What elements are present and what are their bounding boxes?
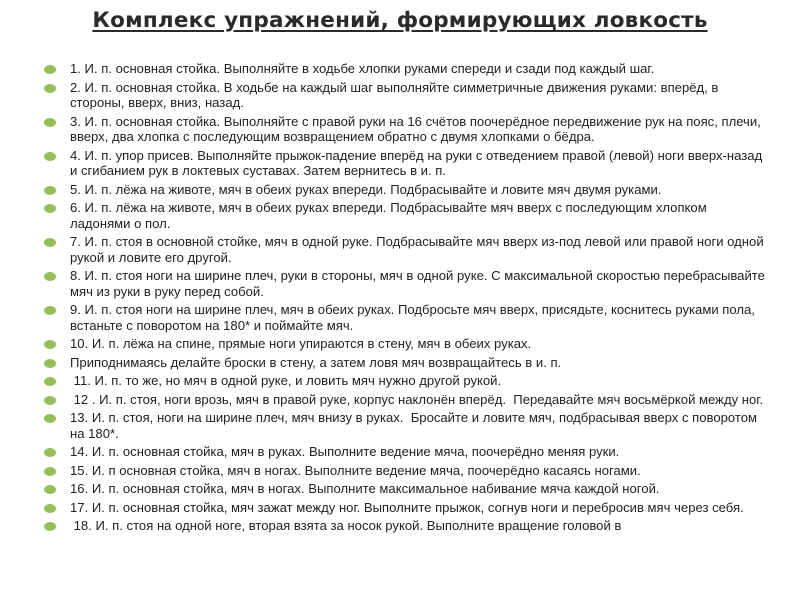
list-item-text: 3. И. п. основная стойка. Выполняйте с правой руки на 16 счётов поочерёдное передвижение рук на пояс, плечи, вверх, два хлопка с последующим возвращением обратно с двумя хлопками о бёдра. (70, 113, 765, 144)
list-item-text: 15. И. п основная стойка, мяч в ногах. Выполните ведение мяча, поочерёдно касаясь ногами. (70, 462, 641, 478)
bullet-icon (44, 448, 56, 457)
list-item (0, 200, 800, 231)
list-item-text: 17. И. п. основная стойка, мяч зажат между ног. Выполните прыжок, согнув ноги и перебросив мяч через себя. (70, 499, 744, 515)
list-item (0, 114, 800, 145)
bullet-icon (44, 467, 56, 476)
list-item-text: 10. И. п. лёжа на спине, прямые ноги упираются в стену, мяч в обеих руках. (70, 336, 532, 351)
list-item-text: 18. И. п. стоя на одной ноге, вторая взята за носок рукой. Выполните вращение головой в (70, 518, 622, 533)
list-item (0, 355, 800, 371)
bullet-icon (44, 204, 56, 213)
bullet-icon (44, 65, 56, 74)
list-item-text: 7. И. п. стоя в основной стойке, мяч в одной руке. Подбрасывайте мяч вверх из-под левой или правой ноги одной рукой и ловите его другой. (70, 234, 768, 265)
bullet-icon (44, 522, 56, 531)
list-item (0, 500, 800, 516)
list-item-text: 12 . И. п. стоя, ноги врозь, мяч в правой руке, корпус наклонён вперёд. Передавайте мяч восьмёркой между ног. (70, 391, 764, 407)
bullet-icon (44, 396, 56, 405)
bullet-icon (44, 84, 56, 93)
list-item-text: 6. И. п. лёжа на животе, мяч в обеих руках впереди. Подбрасывайте мяч вверх с последующим хлопком ладонями о пол. (70, 200, 711, 231)
list-item (0, 392, 800, 408)
list-item (0, 373, 800, 389)
list-item-text: 4. И. п. упор присев. Выполняйте прыжок-падение вперёд на руки с отведением правой (левой) ноги вверх-назад и сгибанием рук в локтевых суставах. Затем вернитесь в и. п. (70, 147, 766, 178)
bullet-icon (44, 118, 56, 127)
list-item-text: 13. И. п. стоя, ноги на ширине плеч, мяч внизу в руках. Бросайте и ловите мяч, подбрасывая вверх с поворотом на 180*. (70, 410, 761, 441)
bullet-icon (44, 414, 56, 423)
slide-title: Комплекс упражнений, формирующих ловкость (92, 8, 708, 33)
list-item (0, 463, 800, 479)
bullet-icon (44, 359, 56, 368)
bullet-icon (44, 272, 56, 281)
list-item-text: 9. И. п. стоя ноги на ширине плеч, мяч в обеих руках. Подбросьте мяч вверх, присядьте, коснитесь руками пола, встаньте с поворотом на 180* и поймайте мяч. (70, 302, 759, 333)
bullet-icon (44, 485, 56, 494)
list-item (0, 234, 800, 265)
list-item (0, 148, 800, 179)
list-item (0, 444, 800, 460)
list-item-text: 1. И. п. основная стойка. Выполняйте в ходьбе хлопки руками спереди и сзади под каждый шаг. (70, 61, 655, 76)
list-item (0, 61, 800, 77)
list-item (0, 80, 800, 111)
list-item (0, 336, 800, 352)
list-item-text: 5. И. п. лёжа на животе, мяч в обеих руках впереди. Подбрасывайте и ловите мяч двумя руками. (70, 181, 662, 197)
list-item (0, 518, 800, 534)
list-item-text: 8. И. п. стоя ноги на ширине плеч, руки в стороны, мяч в одной руке. С максимальной скоростью перебрасывайте мяч из руки в руку перед собой. (70, 268, 769, 299)
list-item-text: 11. И. п. то же, но мяч в одной руке, и ловить мяч нужно другой рукой. (70, 373, 502, 388)
bullet-icon (44, 238, 56, 247)
list-item (0, 481, 800, 497)
list-item-text: 16. И. п. основная стойка, мяч в ногах. Выполните максимальное набивание мяча каждой ногой. (70, 481, 660, 496)
exercise-list (0, 61, 800, 537)
list-item (0, 268, 800, 299)
list-item (0, 182, 800, 198)
list-item-text: Приподнимаясь делайте броски в стену, а затем ловя мяч возвращайтесь в и. п. (70, 354, 562, 370)
list-item (0, 410, 800, 441)
list-item-text: 2. И. п. основная стойка. В ходьбе на каждый шаг выполняйте симметричные движения руками: вперёд, в стороны, вверх, вниз, назад. (70, 79, 723, 110)
bullet-icon (44, 152, 56, 161)
list-item (0, 302, 800, 333)
bullet-icon (44, 306, 56, 315)
bullet-icon (44, 504, 56, 513)
list-item-text: 14. И. п. основная стойка, мяч в руках. Выполните ведение мяча, поочерёдно меняя руки. (70, 444, 620, 459)
bullet-icon (44, 377, 56, 386)
bullet-icon (44, 186, 56, 195)
bullet-icon (44, 340, 56, 349)
